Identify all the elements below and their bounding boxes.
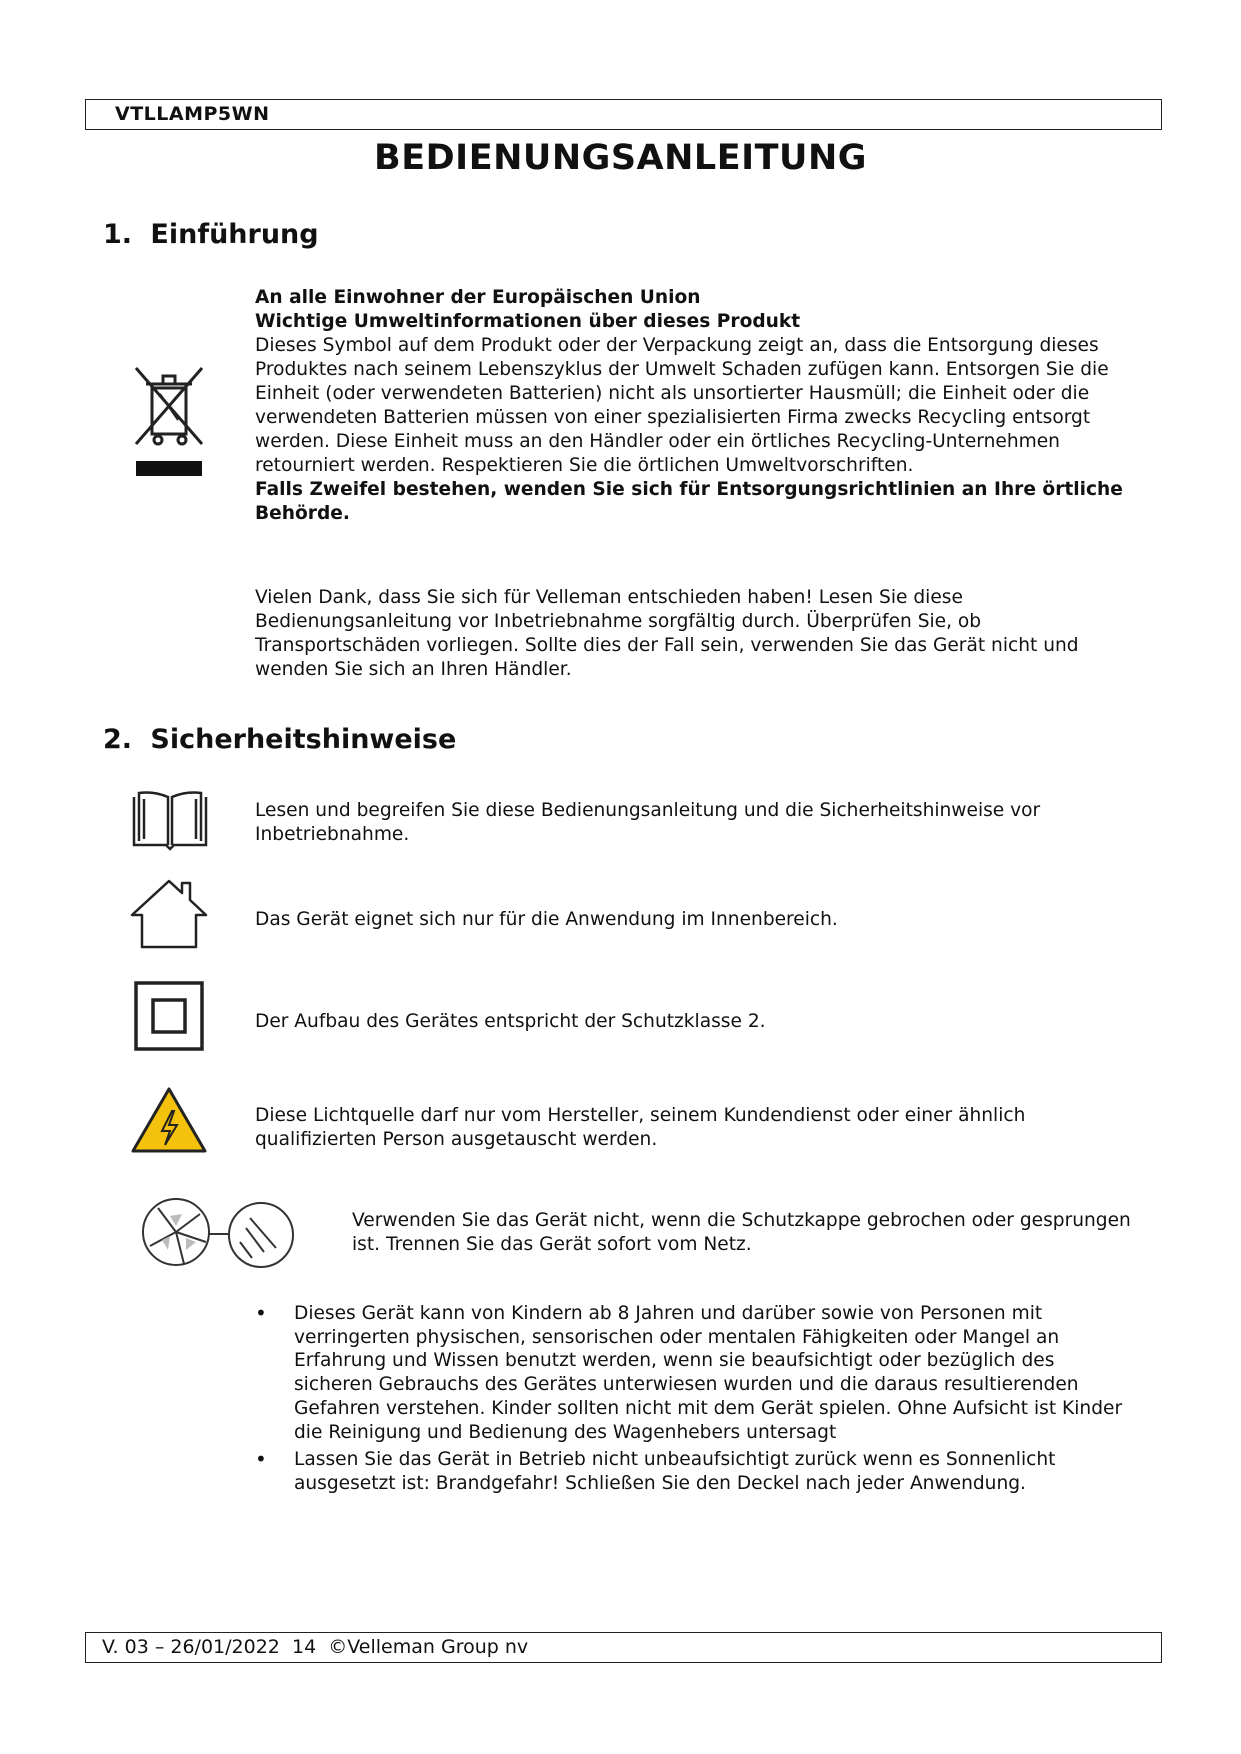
environment-info-line: Wichtige Umweltinformationen über dieses Produkt [255,311,801,332]
section-number: 1. [103,219,133,250]
house-icon [128,877,210,951]
intro-text-block [255,286,1135,526]
book-icon [130,789,210,851]
safety-item-3 [255,1010,1135,1034]
weee-paragraph: Dieses Symbol auf dem Produkt oder der Verpackung zeigt an, dass die Entsorgung dieses Produktes nach seinem Lebenszyklus der Umwelt Schaden zufügen kann. Entsorgen Sie die Einheit (oder verwendeten Batterien) nicht als unsortierter Hausmüll; die Einheit oder die verwendeten Batterien müssen von einer spezialisierten Firma zwecks Recycling entsorgt werden. Diese Einheit muss an den Händler oder ein örtliches Recycling-Unternehmen retourniert werden. Respektieren Sie die örtlichen Umweltvorschriften. [255,335,1109,476]
thanks-text: Vielen Dank, dass Sie sich für Velleman entschieden haben! Lesen Sie diese Bedienungsanleitung vor Inbetriebnahme sorgfältig durch. Überprüfen Sie, ob Transportschäden vorliegen. Sollte dies der Fall sein, verwenden Sie das Gerät nicht und wenden Sie sich an Ihren Händler. [255,587,1079,680]
list-item: • Lassen Sie das Gerät in Betrieb nicht unbeaufsichtigt zurück wenn es Sonnenlicht ausgesetzt ist: Brandgefahr! Schließen Sie den Deckel nach jeder Anwendung. [255,1448,1135,1495]
footer-text [102,1636,528,1658]
weee-crossed-bin-icon [126,360,210,480]
authority-notice: Falls Zweifel bestehen, wenden Sie sich für Entsorgungsrichtlinien an Ihre örtliche Behörde. [255,479,1123,524]
section-number: 2. [103,724,133,755]
broken-cover-icon [140,1194,300,1274]
list-item: • Dieses Gerät kann von Kindern ab 8 Jahren und darüber sowie von Personen mit verringerten physischen, sensorischen oder mentalen Fähigkeiten oder Mangel an Erfahrung und Wissen benutzt werden, wenn sie beaufsichtigt oder bezüglich des sicheren Gebrauchs des Gerätes unterwiesen wurden und die daraus resultierenden Gefahren verstehen. Kinder sollten nicht mit dem Gerät spielen. Ohne Aufsicht ist Kinder die Reinigung und Bedienung des Wagenhebers untersagt [255,1302,1135,1444]
thanks-paragraph [255,586,1135,682]
safety-item-text: Das Gerät eignet sich nur für die Anwendung im Innenbereich. [255,909,838,930]
section-title: Einführung [150,219,319,250]
safety-bullet-list [255,1302,1135,1500]
document-title: BEDIENUNGSANLEITUNG [374,138,867,178]
class-2-insulation-icon [133,980,205,1052]
safety-item-1 [255,799,1135,847]
section-heading-safety [103,724,456,755]
model-code: VTLLAMP5WN [115,103,270,125]
electric-hazard-icon [130,1085,208,1155]
safety-item-5 [352,1209,1132,1257]
section-title: Sicherheitshinweise [150,724,457,755]
eu-residents-line: An alle Einwohner der Europäischen Union [255,287,701,308]
page-number: 14 [292,1636,317,1658]
safety-item-2 [255,908,1135,932]
version-date: V. 03 – 26/01/2022 [102,1636,280,1658]
safety-item-text: Diese Lichtquelle darf nur vom Hersteller, seinem Kundendienst oder einer ähnlich qualifizierten Person ausgetauscht werden. [255,1105,1026,1150]
safety-item-text: Verwenden Sie das Gerät nicht, wenn die Schutzkappe gebrochen oder gesprungen ist. Trennen Sie das Gerät sofort vom Netz. [352,1210,1131,1255]
safety-item-4 [255,1104,1135,1152]
safety-item-text: Der Aufbau des Gerätes entspricht der Schutzklasse 2. [255,1011,766,1032]
page-footer [85,1632,1162,1663]
copyright: ©Velleman Group nv [328,1636,529,1658]
page-header [85,99,1162,130]
safety-item-text: Lesen und begreifen Sie diese Bedienungsanleitung und die Sicherheitshinweise vor Inbetriebnahme. [255,800,1041,845]
section-heading-intro [103,219,319,250]
